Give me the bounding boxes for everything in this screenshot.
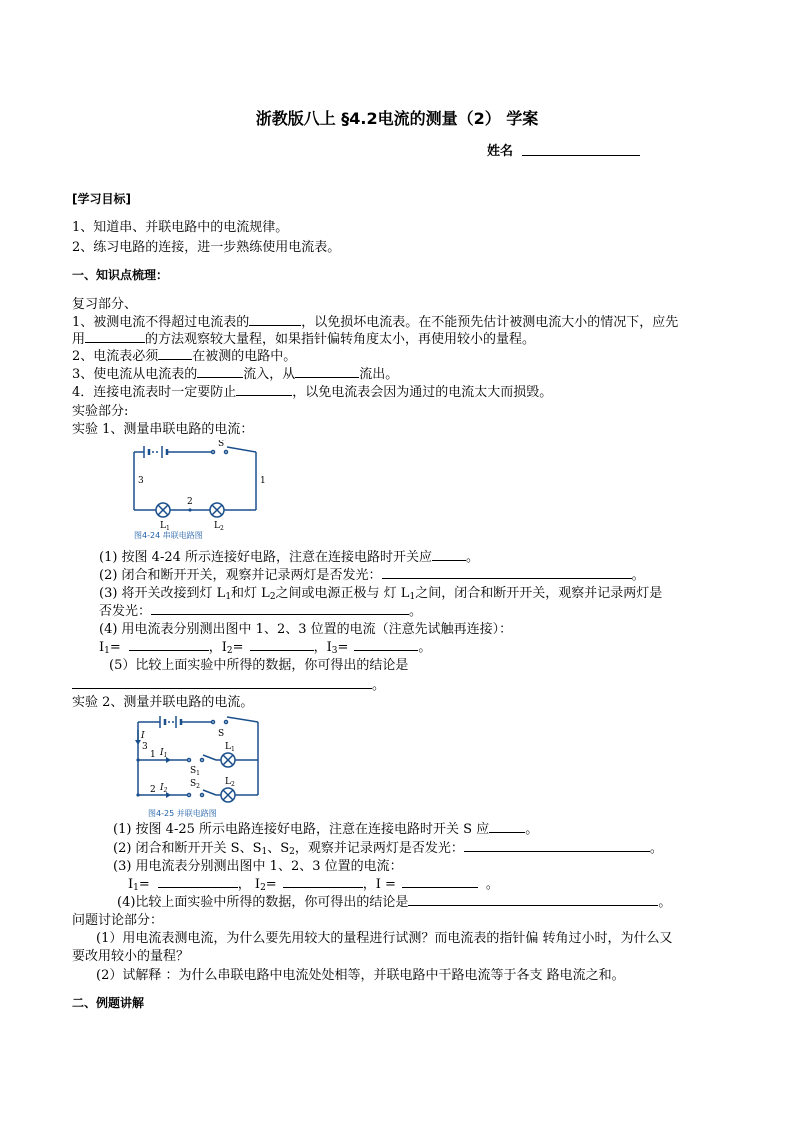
exp1-step-1: (1) 按图 4-24 所示连接好电路，注意在连接电路时开关应 。 <box>99 550 480 565</box>
discussion-heading: 问题讨论部分： <box>72 913 164 928</box>
name-blank <box>522 155 640 156</box>
review-heading: 复习部分、 <box>72 297 138 312</box>
exp2-step-2: (2) 闭合和断开开关 S、$S_1$、$S_2$，观察并记录两灯是否发光： 。 <box>113 841 663 857</box>
exp1-step-4: (4) 用电流表分别测出图中 1、2、3 位置的电流（注意先试触再连接）： <box>99 622 513 637</box>
label-I: I <box>141 731 145 741</box>
parallel-circuit-diagram <box>132 712 264 808</box>
label-S1: $S_1$ <box>190 766 200 777</box>
discussion-item: (2）试解释 ：为什么串联电路中电流处处相等，并联电路中干路电流等于各支 路电流之和。 <box>96 968 625 983</box>
exp1-step-3: (3) 将开关改接到灯 $L_1$和灯 $L_2$之间或电源正极与 灯 $L_1$之间，闭合和断开开关，观察并记录两灯是 <box>99 586 663 602</box>
label-S: S <box>218 729 225 739</box>
review-item-4: 4．连接电流表时一定要防止 ，以免电流表会因为通过的电流太大而损毁。 <box>72 385 553 400</box>
discussion-item: (1）用电流表测电流，为什么要先用较大的量程进行试测？而电流表的指针偏 转角过小时，为什么又 <box>96 931 673 946</box>
experiment-heading: 实验部分: <box>72 404 129 419</box>
label-2: 2 <box>150 785 156 795</box>
label-L2: $L_2$ <box>214 521 224 532</box>
label-L1: $L_1$ <box>160 521 170 532</box>
goals-heading: [学习目标] <box>72 192 131 206</box>
exp2-title: 实验 2、测量并联电路的电流。 <box>72 695 254 710</box>
name-label: 姓名 <box>487 144 514 159</box>
discussion-item-cont: 要改用较小的量程？ <box>72 949 190 964</box>
series-circuit-diagram <box>126 440 268 540</box>
label-3: 3 <box>142 742 148 752</box>
exp1-measurements: $I_1=$ ，$I_2=$ ，$I_3=$ 。 <box>99 640 432 656</box>
review-item-1-cont: 用 的方法观察较大量程，如果指针偏转角度太小，再使用较小的量程。 <box>72 332 536 347</box>
exp1-step-3-cont: 否发光： 。 <box>99 604 423 619</box>
label-L2: $L_2$ <box>225 777 235 788</box>
goal-item: 2、练习电路的连接，进一步熟练使用电流表。 <box>72 240 341 255</box>
fig-caption-4-25: 图4-25 并联电路图 <box>148 809 217 818</box>
exp1-conclusion: 。 <box>72 677 385 694</box>
fig-caption-4-24: 图4-24 串联电路图 <box>134 531 203 540</box>
section1-heading: 一、知识点梳理： <box>72 268 169 282</box>
page-title: 浙教版八上 §4.2电流的测量（2） 学案 <box>255 109 539 128</box>
label-3: 3 <box>138 476 144 486</box>
label-1: 1 <box>260 476 266 486</box>
review-item-3: 3、使电流从电流表的 流入，从 流出。 <box>72 367 399 382</box>
label-S2: $S_2$ <box>190 779 200 790</box>
review-item-2: 2、电流表必须 在被测的电路中。 <box>72 349 297 364</box>
review-item-1: 1、被测电流不得超过电流表的 ，以免损坏电流表。在不能预先估计被测电流大小的情况下，应先 <box>72 315 679 330</box>
exp1-title: 实验 1、测量串联电路的电流： <box>72 422 254 437</box>
exp2-step-1: (1) 按图 4-25 所示电路连接好电路，注意在连接电路时开关 S 应 。 <box>113 822 539 837</box>
exp2-step-4: (4)比较上面实验中所得的数据，你可得出的结论是 。 <box>117 895 672 910</box>
exp1-step-2: (2) 闭合和断开开关，观察并记录两灯是否发光： 。 <box>99 568 645 583</box>
label-L1: $L_1$ <box>225 742 235 753</box>
exp1-step-5: (5）比较上面实验中所得的数据，你可得出的结论是 <box>109 658 409 673</box>
section2-heading: 二、例题讲解 <box>72 996 145 1010</box>
label-S: S <box>218 440 225 449</box>
goal-item: 1、知道串、并联电路中的电流规律。 <box>72 220 289 235</box>
label-1: 1 <box>150 750 156 760</box>
exp2-step-3: (3) 用电流表分别测出图中 1、2、3 位置的电流： <box>113 859 403 874</box>
label-I1: $I_1$ <box>160 748 168 759</box>
label-I2: $I_2$ <box>160 783 168 794</box>
exp2-measurements: $I_1=$ ， $I_2=$ ，I = 。 <box>128 877 499 893</box>
label-2: 2 <box>187 497 193 507</box>
